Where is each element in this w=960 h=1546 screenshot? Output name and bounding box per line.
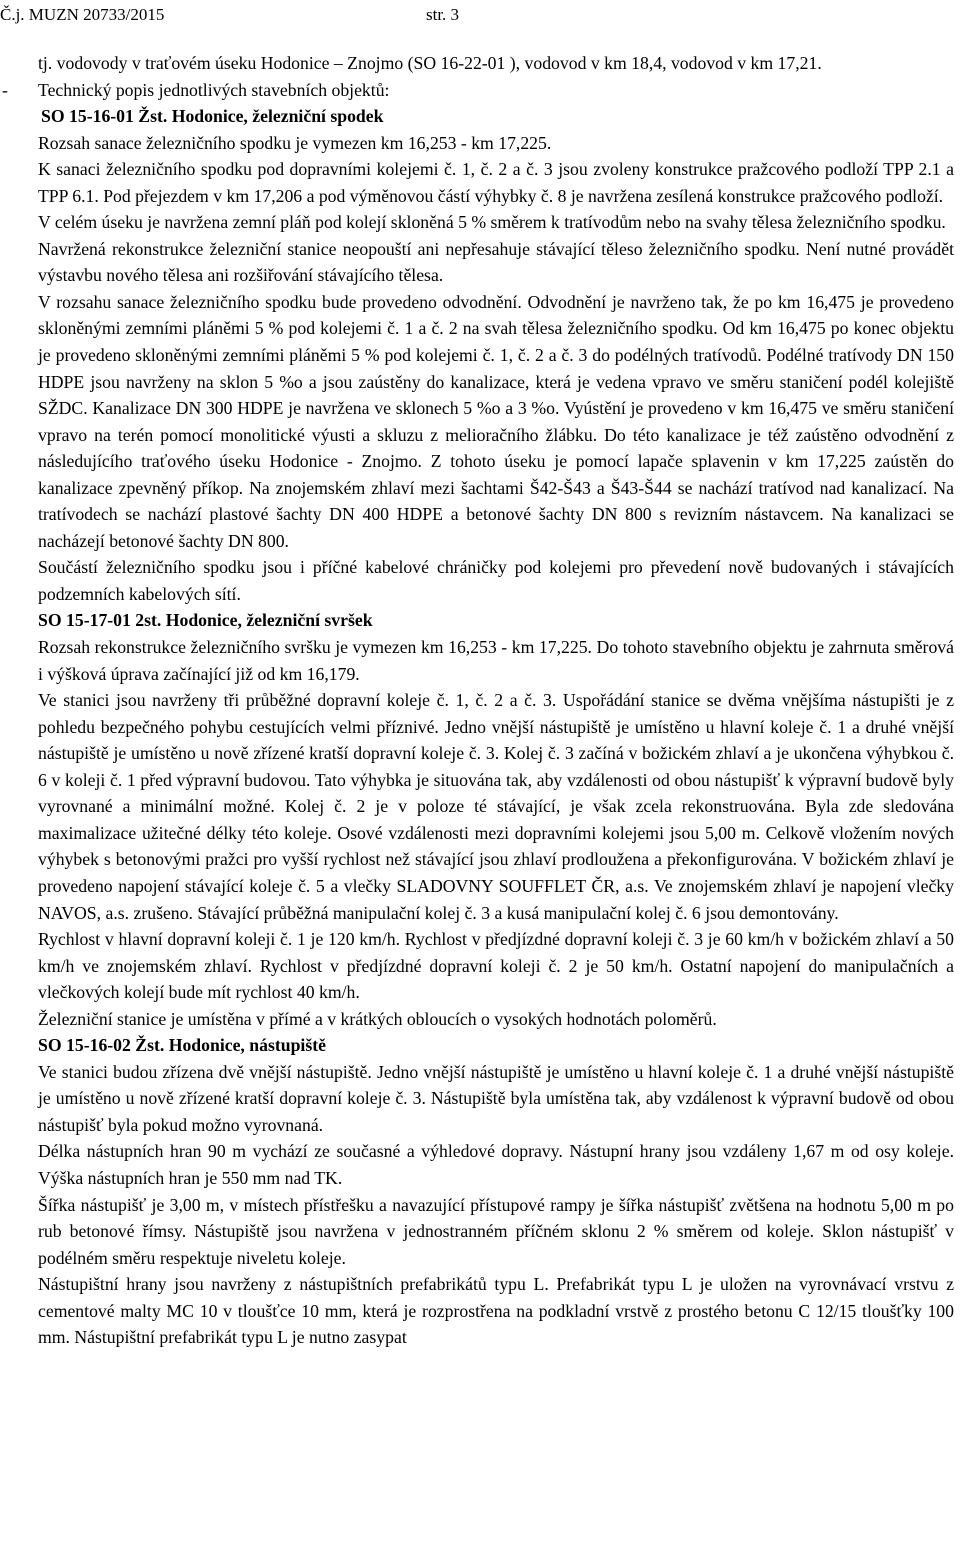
paragraph: tj. vodovody v traťovém úseku Hodonice – Znojmo (SO 16-22-01 ), vodovod v km 18,4, vodovod v km 17,21. <box>38 53 822 73</box>
paragraph: V rozsahu sanace železničního spodku bude provedeno odvodnění. Odvodnění je navrženo tak, že po km 16,475 je provedeno skloněnými zemními pláněmi 5 % pod kolejemi č. 1 a č. 2 na svah tělesa železničního spodku. Od km 16,475 po konec objektu je provedeno skloněnými zemními pláněmi 5 % pod kolejemi č. 1, č. 2 a č. 3 do podélných tratívodů. Podélné tratívody DN 150 HDPE jsou navrženy na sklon 5 %o a jsou zaústěny do kanalizace, která je vedena vpravo ve směru staničení podél kolejiště SŽDC. Kanalizace DN 300 HDPE je navržena ve sklonech 5 %o a 3 %o. Vyústění je provedeno v km 16,475 ve směru staničení vpravo na terén pomocí monolitické výusti a skluzu z melioračního žlábku. Do této kanalizace je též zaústěno odvodnění z následujícího traťového úseku Hodonice - Znojmo. Z tohoto úseku je pomocí lapače splavenin v km 17,225 zaústěn do kanalizace zpevněný příkop. Na znojemském zhlaví mezi šachtami Š42-Š43 a Š43-Š44 se nachází tratívod nad kanalizací. Na tratívodech se nachází plastové šachty DN 400 HDPE a betonové šachty DN 800 s revizním nástavcem. Na kanalizaci se nacházejí betonové šachty DN 800. <box>38 291 954 551</box>
paragraph: Rozsah rekonstrukce železničního svršku je vymezen km 16,253 - km 17,225. Do tohoto stavebního objektu je zahrnuta směrová i výšková úprava začínající již od km 16,179. <box>38 637 954 684</box>
section-heading: SO 15-16-02 Žst. Hodonice, nástupiště <box>38 1035 326 1056</box>
paragraph: Nástupištní hrany jsou navrženy z nástupištních prefabrikátů typu L. Prefabrikát typu L je uložen na vyrovnávací vrstvu z cementové malty MC 10 v tloušťce 10 mm, která je rozprostřena na podkladní vrstvě z prostého betonu C 12/15 tloušťky 100 mm. Nástupištní prefabrikát typu L je nutno zasypat <box>38 1274 954 1348</box>
paragraph: K sanaci železničního spodku pod dopravními kolejemi č. 1, č. 2 a č. 3 jsou zvoleny konstrukce pražcového podloží TPP 2.1 a TPP 6.1. Pod přejezdem v km 17,206 a pod výměnovou částí výhybky č. 8 je navržena zesílená konstrukce pražcového podloží. <box>38 159 954 206</box>
paragraph: Šířka nástupišť je 3,00 m, v místech přístřešku a navazující přístupové rampy je šířka nástupišť zvětšena na hodnotu 5,00 m po rub betonové římsy. Nástupiště jsou navržena v jednostranném příčném sklonu 2 % směrem od koleje. Sklon nástupišť v podélném směru respektuje niveletu koleje. <box>38 1194 954 1268</box>
list-item <box>2 77 954 104</box>
document-body <box>2 50 954 1351</box>
paragraph: Navržená rekonstrukce železniční stanice neopouští ani nepřesahuje stávající těleso železničního spodku. Není nutné provádět výstavbu nového tělesa ani rozšiřování stávajícího tělesa. <box>38 238 954 286</box>
paragraph: Rozsah sanace železničního spodku je vymezen km 16,253 - km 17,225. <box>38 132 552 153</box>
paragraph: Rychlost v hlavní dopravní koleji č. 1 je 120 km/h. Rychlost v předjízdné dopravní koleji č. 3 je 60 km/h v božickém zhlaví a 50 km/h ve znojemském zhlaví. Rychlost v předjízdné dopravní koleji č. 2 je 50 km/h. Ostatní napojení do manipulačních a vlečkových kolejí bude mít rychlost 40 km/h. <box>38 929 954 1003</box>
paragraph: Železniční stanice je umístěna v přímé a v krátkých obloucích o vysokých hodnotách poloměrů. <box>38 1008 717 1029</box>
paragraph: Technický popis jednotlivých stavebních objektů: <box>38 79 390 100</box>
section-heading: SO 15-16-01 Žst. Hodonice, železniční spodek <box>41 106 384 127</box>
document-reference: Č.j. MUZN 20733/2015 <box>0 5 165 24</box>
paragraph: Délka nástupních hran 90 m vychází ze současné a výhledové dopravy. Nástupní hrany jsou vzdáleny 1,67 m od osy koleje. Výška nástupních hran je 550 mm nad TK. <box>38 1141 954 1188</box>
paragraph: V celém úseku je navržena zemní pláň pod kolejí skloněná 5 % směrem k tratívodům nebo na svahy tělesa železničního spodku. <box>38 212 946 233</box>
paragraph: Součástí železničního spodku jsou i příčné kabelové chráničky pod kolejemi pro převedení nově budovaných i stávajících podzemních kabelových sítí. <box>38 557 954 604</box>
list-dash: - <box>2 79 8 100</box>
page-number: str. 3 <box>426 5 460 24</box>
paragraph: Ve stanici budou zřízena dvě vnější nástupiště. Jedno vnější nástupiště je umístěno u hlavní koleje č. 1 a druhé vnější nástupiště je umístěno u nově zřízené kratší dopravní koleje č. 3. Nástupiště byla umístěna tak, aby vzdálenost k výpravní budově od obou nástupišť byla pokud možno vyrovnaná. <box>38 1061 954 1135</box>
section-heading: SO 15-17-01 2st. Hodonice, železniční svršek <box>38 610 373 631</box>
paragraph: Ve stanici jsou navrženy tři průběžné dopravní koleje č. 1, č. 2 a č. 3. Uspořádání stanice se dvěma vnějšíma nástupišti je z pohledu bezpečného pohybu cestujících velmi příznivé. Jedno vnější nástupiště je umístěno u hlavní koleje č. 1 a druhé vnější nástupiště je umístěno u nově zřízené kratší dopravní koleje č. 3. Kolej č. 3 začíná v božickém zhlaví a je ukončena výhybkou č. 6 v koleji č. 1 před výpravní budovou. Tato výhybka je situována tak, aby vzdálenosti od obou nástupišť k výpravní budově byly vyrovnané a minimální možné. Kolej č. 2 je v poloze té stávající, je však zcela rekonstruována. Byla zde sledována maximalizace užitečné délky této koleje. Osové vzdálenosti mezi dopravními kolejemi jsou 5,00 m. Celkově vložením nových výhybek s betonovými pražci pro vyšší rychlost než stávající jsou zhlaví prodloužena a překonfigurována. V božickém zhlaví je provedeno napojení stávající koleje č. 5 a vlečky SLADOVNY SOUFFLET ČR, a.s. Ve znojemském zhlaví je napojení vlečky NAVOS, a.s. zrušeno. Stávající průběžná manipulační kolej č. 3 a kusá manipulační kolej č. 6 jsou demontovány. <box>38 690 954 923</box>
